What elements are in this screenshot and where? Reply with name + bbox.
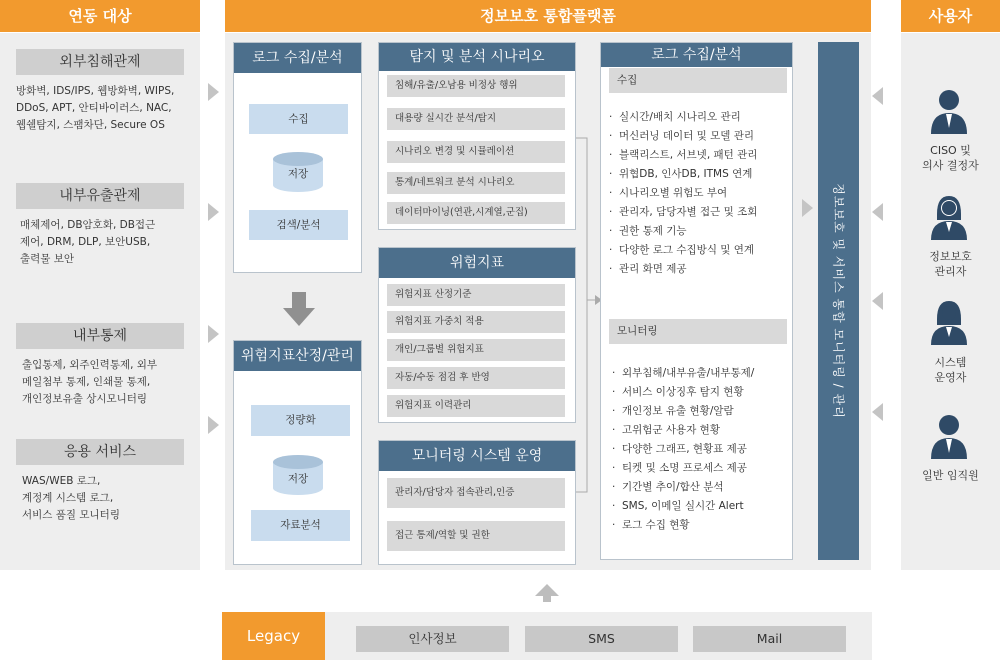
risk-calc-title: 위험지표산정/관리 xyxy=(234,341,361,371)
text-line: 운영자 xyxy=(934,371,967,384)
group-text-app-service xyxy=(22,473,198,524)
list-item: · 개인정보 유출 현황/알람 xyxy=(612,402,793,421)
text-line: 메일첨부 통제, 인쇄물 통제, xyxy=(22,376,151,388)
list-item: · 관리자, 담당자별 접근 및 조회 xyxy=(609,203,793,222)
scenario-item: 시나리오 변경 및 시뮬레이션 xyxy=(387,141,565,163)
monitor-item: 관리자/담당자 접속관리,인증 xyxy=(387,478,565,508)
user-label-system-operator xyxy=(903,355,998,385)
integrated-monitoring-label: 정보보호 및 서비스 통합 모니터링 / 관리 xyxy=(831,183,845,419)
list-item-continued: · 권한 통제 기능 xyxy=(609,222,793,241)
monitoring-system-title: 모니터링 시스템 운영 xyxy=(379,441,575,471)
search-analysis-item: 검색/분석 xyxy=(249,210,348,240)
arrow-down-icon xyxy=(283,292,315,328)
scenario-item: 통계/네트워크 분석 시나리오 xyxy=(387,172,565,194)
group-text-internal-leak xyxy=(20,217,196,268)
scenario-item: 데이터마이닝(연관,시계열,군집) xyxy=(387,202,565,224)
arrow-left-icon xyxy=(872,403,883,421)
risk-item: 개인/그룹별 위험지표 xyxy=(387,339,565,361)
female-user-icon xyxy=(929,299,969,347)
list-item: · 위협DB, 인사DB, ITMS 연계 xyxy=(609,165,793,184)
log-collection-title: 로그 수집/분석 xyxy=(234,43,361,73)
legacy-item-mail: Mail xyxy=(693,626,846,652)
list-item: · 고위험군 사용자 현황 xyxy=(612,421,793,440)
arrow-right-icon xyxy=(208,416,219,434)
list-item: · 다양한 로그 수집방식 및 연계 xyxy=(609,241,793,260)
collect-feature-list xyxy=(609,108,793,279)
list-item: · 로그 수집 현황 xyxy=(612,516,793,535)
risk-indicator-title: 위험지표 xyxy=(379,248,575,278)
monitoring-feature-list xyxy=(612,364,793,535)
text-line: 방화벽, IDS/IPS, 웹방화벽, WIPS, xyxy=(16,85,175,97)
text-line: 웹쉘탐지, 스팸차단, Secure OS xyxy=(16,119,165,131)
risk-item: 위험지표 가중치 적용 xyxy=(387,311,565,333)
list-item: · 머신러닝 데이터 및 모델 관리 xyxy=(609,127,793,146)
text-line: DDoS, APT, 안티바이러스, NAC, xyxy=(16,102,172,114)
list-item-continued: · 관리 화면 제공 xyxy=(609,260,793,279)
monitor-item: 접근 통제/역할 및 권한 xyxy=(387,521,565,551)
arrow-left-icon xyxy=(872,87,883,105)
arrow-right-icon xyxy=(208,83,219,101)
data-analysis-item: 자료분석 xyxy=(251,510,350,541)
scenario-item: 대용량 실시간 분석/탐지 xyxy=(387,108,565,130)
arrow-left-icon xyxy=(872,292,883,310)
list-item: · SMS, 이메일 실시간 Alert xyxy=(612,497,793,516)
text-line: CISO 및 xyxy=(930,144,971,157)
text-line: 개인정보유출 상시모니터링 xyxy=(22,393,148,405)
text-line: 출력물 보안 xyxy=(20,253,75,265)
text-line: 관리자 xyxy=(934,265,967,278)
scenario-title: 탐지 및 분석 시나리오 xyxy=(379,43,575,71)
legacy-item-sms: SMS xyxy=(525,626,678,652)
text-line: 매체제어, DB암호화, DB접근 xyxy=(20,219,156,231)
user-label-security-manager xyxy=(903,249,998,279)
left-column-title: 연동 대상 xyxy=(0,0,200,32)
text-line: 시스템 xyxy=(934,356,967,369)
section-collect: 수집 xyxy=(609,68,787,93)
risk-item: 자동/수동 점검 후 반영 xyxy=(387,367,565,389)
list-item: · 시나리오별 위험도 부여 xyxy=(609,184,793,203)
arrow-left-icon xyxy=(872,203,883,221)
text-line: 정보보호 xyxy=(929,250,972,263)
collect-item: 수집 xyxy=(249,104,348,134)
list-item: · 기간별 추이/합산 분석 xyxy=(612,478,793,497)
scenario-item: 침해/유출/오남용 비정상 행위 xyxy=(387,75,565,97)
text-line: WAS/WEB 로그, xyxy=(22,475,101,487)
employee-user-icon xyxy=(929,413,969,461)
group-title-external: 외부침해관제 xyxy=(16,49,184,75)
integrated-monitoring-bar xyxy=(818,42,859,560)
list-item-continued: · 서비스 이상징후 탐지 현황 xyxy=(612,383,793,402)
users-title: 사용자 xyxy=(901,0,1000,32)
text-line: 제어, DRM, DLP, 보안USB, xyxy=(20,236,151,248)
arrow-right-icon xyxy=(802,199,813,217)
legacy-label: Legacy xyxy=(222,612,325,660)
text-line: 일반 임직원 xyxy=(922,469,979,482)
list-item: · 블랙리스트, 서브넷, 패턴 관리 xyxy=(609,146,793,165)
section-monitoring: 모니터링 xyxy=(609,319,787,344)
text-line: 서비스 품질 모니터링 xyxy=(22,509,120,521)
list-item: · 외부침해/내부유출/내부통제/ xyxy=(612,364,793,383)
user-label-employee xyxy=(903,468,998,483)
female-user-icon xyxy=(929,194,969,242)
user-label-ciso xyxy=(903,143,998,173)
group-text-internal-control xyxy=(22,357,198,408)
detail-box-title: 로그 수집/분석 xyxy=(601,43,792,67)
group-title-app-service: 응용 서비스 xyxy=(16,439,184,465)
risk-item: 위험지표 산정기준 xyxy=(387,284,565,306)
group-title-internal-leak: 내부유출관제 xyxy=(16,183,184,209)
arrow-right-icon xyxy=(208,325,219,343)
group-title-internal-control: 내부통제 xyxy=(16,323,184,349)
arrow-up-icon xyxy=(535,584,559,602)
group-text-external xyxy=(16,83,196,134)
platform-title: 정보보호 통합플랫폼 xyxy=(225,0,871,32)
risk-item: 위험지표 이력관리 xyxy=(387,395,565,417)
list-item: · 티켓 및 소명 프로세스 제공 xyxy=(612,459,793,478)
text-line: 의사 결정자 xyxy=(922,159,979,172)
arrow-right-icon xyxy=(208,203,219,221)
list-item: · 실시간/배치 시나리오 관리 xyxy=(609,108,793,127)
text-line: 출입통제, 외주인력통제, 외부 xyxy=(22,359,158,371)
storage-label: 저장 xyxy=(287,168,309,180)
storage-label: 저장 xyxy=(287,473,309,485)
quantify-item: 정량화 xyxy=(251,405,350,436)
legacy-item-hr: 인사정보 xyxy=(356,626,509,652)
list-item: · 다양한 그래프, 현황표 제공 xyxy=(612,440,793,459)
text-line: 계정계 시스템 로그, xyxy=(22,492,114,504)
executive-user-icon xyxy=(929,88,969,136)
